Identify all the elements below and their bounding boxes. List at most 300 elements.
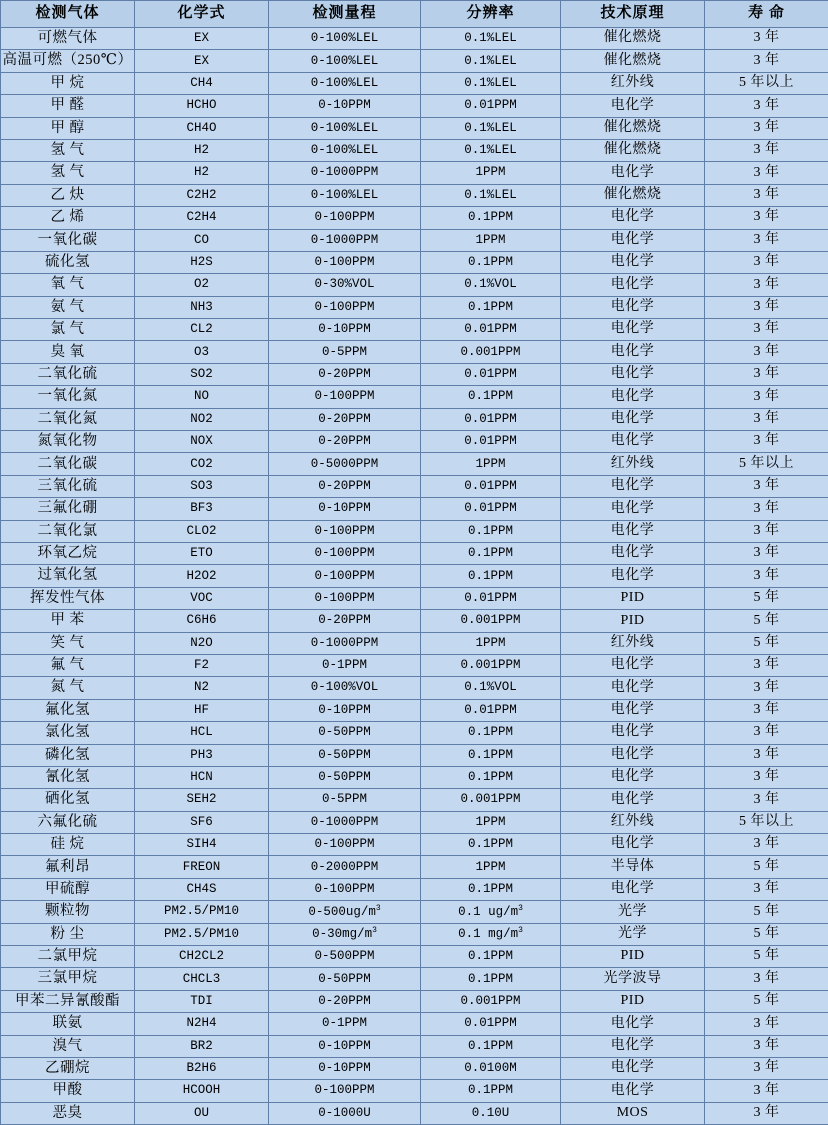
cell-tech-principle: 电化学 <box>561 498 705 520</box>
cell-resolution: 0.1%LEL <box>421 28 561 50</box>
cell-gas-name: 甲 醛 <box>1 95 135 117</box>
table-row <box>1 632 828 654</box>
cell-gas-name: 二氧化氮 <box>1 408 135 430</box>
cell-lifetime: 5 年以上 <box>705 72 828 94</box>
cell-chemical-formula: SEH2 <box>135 789 269 811</box>
cell-tech-principle: 电化学 <box>561 475 705 497</box>
cell-chemical-formula: EX <box>135 28 269 50</box>
cell-resolution: 0.001PPM <box>421 789 561 811</box>
cell-lifetime: 3 年 <box>705 565 828 587</box>
table-row <box>1 386 828 408</box>
table-row <box>1 968 828 990</box>
cell-resolution: 0.1 $ug/m^3$ <box>421 901 561 923</box>
cell-detection-range: 0-100PPM <box>269 386 421 408</box>
cell-tech-principle: MOS <box>561 1102 705 1124</box>
table-row <box>1 677 828 699</box>
cell-chemical-formula: VOC <box>135 587 269 609</box>
cell-gas-name: 氮 气 <box>1 677 135 699</box>
cell-detection-range: 0-100%LEL <box>269 50 421 72</box>
cell-resolution: 0.1PPM <box>421 968 561 990</box>
cell-detection-range: 0-100%LEL <box>269 184 421 206</box>
table-row <box>1 139 828 161</box>
cell-gas-name: 甲苯二异氰酸酯 <box>1 990 135 1012</box>
cell-resolution: 0.1PPM <box>421 542 561 564</box>
table-row <box>1 834 828 856</box>
cell-lifetime: 3 年 <box>705 207 828 229</box>
cell-lifetime: 3 年 <box>705 274 828 296</box>
cell-resolution: 0.1PPM <box>421 520 561 542</box>
cell-chemical-formula: H2 <box>135 162 269 184</box>
table-row <box>1 542 828 564</box>
table-row <box>1 654 828 676</box>
cell-tech-principle: 电化学 <box>561 386 705 408</box>
cell-resolution: 0.1 $mg/m^3$ <box>421 923 561 945</box>
cell-lifetime: 3 年 <box>705 229 828 251</box>
cell-detection-range: 0-50PPM <box>269 744 421 766</box>
cell-resolution: 0.001PPM <box>421 654 561 676</box>
table-row <box>1 1057 828 1079</box>
cell-chemical-formula: HCN <box>135 766 269 788</box>
table-row <box>1 789 828 811</box>
cell-lifetime: 3 年 <box>705 654 828 676</box>
cell-gas-name: 二氧化碳 <box>1 453 135 475</box>
cell-lifetime: 3 年 <box>705 878 828 900</box>
cell-detection-range: 0-100%LEL <box>269 72 421 94</box>
cell-detection-range: 0-100%VOL <box>269 677 421 699</box>
cell-gas-name: 粉 尘 <box>1 923 135 945</box>
cell-gas-name: 颗粒物 <box>1 901 135 923</box>
cell-tech-principle: 电化学 <box>561 341 705 363</box>
cell-detection-range: 0-100PPM <box>269 542 421 564</box>
cell-tech-principle: 电化学 <box>561 319 705 341</box>
cell-resolution: 0.01PPM <box>421 587 561 609</box>
cell-detection-range: 0-500PPM <box>269 946 421 968</box>
cell-gas-name: 二氯甲烷 <box>1 946 135 968</box>
cell-detection-range: 0-10PPM <box>269 95 421 117</box>
cell-gas-name: 乙 烯 <box>1 207 135 229</box>
cell-gas-name: 一氧化氮 <box>1 386 135 408</box>
table-row <box>1 341 828 363</box>
cell-lifetime: 3 年 <box>705 95 828 117</box>
table-header-row <box>1 1 828 28</box>
cell-chemical-formula: SO3 <box>135 475 269 497</box>
cell-tech-principle: 电化学 <box>561 207 705 229</box>
cell-gas-name: 过氧化氢 <box>1 565 135 587</box>
cell-chemical-formula: BR2 <box>135 1035 269 1057</box>
cell-detection-range: 0-5000PPM <box>269 453 421 475</box>
cell-resolution: 0.1PPM <box>421 296 561 318</box>
cell-detection-range: 0-100PPM <box>269 834 421 856</box>
table-row <box>1 95 828 117</box>
cell-chemical-formula: HCL <box>135 722 269 744</box>
cell-tech-principle: 电化学 <box>561 542 705 564</box>
cell-gas-name: 高温可燃（250℃） <box>1 50 135 72</box>
cell-chemical-formula: HCOOH <box>135 1080 269 1102</box>
cell-lifetime: 3 年 <box>705 789 828 811</box>
cell-gas-name: 甲酸 <box>1 1080 135 1102</box>
cell-lifetime: 3 年 <box>705 1035 828 1057</box>
cell-tech-principle: 催化燃烧 <box>561 139 705 161</box>
cell-detection-range: 0-100PPM <box>269 1080 421 1102</box>
table-row <box>1 229 828 251</box>
cell-gas-name: 一氧化碳 <box>1 229 135 251</box>
column-header-resolution: 分辨率 <box>421 1 561 28</box>
table-row <box>1 251 828 273</box>
cell-chemical-formula: SF6 <box>135 811 269 833</box>
cell-tech-principle: 电化学 <box>561 431 705 453</box>
cell-lifetime: 3 年 <box>705 363 828 385</box>
table-row <box>1 1102 828 1124</box>
cell-tech-principle: 电化学 <box>561 722 705 744</box>
table-row <box>1 453 828 475</box>
cell-resolution: 0.01PPM <box>421 475 561 497</box>
cell-chemical-formula: OU <box>135 1102 269 1124</box>
cell-detection-range: 0-1PPM <box>269 1013 421 1035</box>
cell-detection-range: $0-500ug/m^3$ <box>269 901 421 923</box>
cell-gas-name: 二氧化氯 <box>1 520 135 542</box>
cell-resolution: 0.1PPM <box>421 251 561 273</box>
cell-detection-range: 0-10PPM <box>269 1035 421 1057</box>
cell-chemical-formula: O3 <box>135 341 269 363</box>
cell-gas-name: 氢 气 <box>1 139 135 161</box>
cell-tech-principle: 催化燃烧 <box>561 50 705 72</box>
cell-lifetime: 3 年 <box>705 834 828 856</box>
cell-lifetime: 5 年 <box>705 587 828 609</box>
cell-detection-range: 0-1000PPM <box>269 811 421 833</box>
cell-resolution: 0.1PPM <box>421 878 561 900</box>
cell-gas-name: 恶臭 <box>1 1102 135 1124</box>
cell-tech-principle: 电化学 <box>561 834 705 856</box>
cell-chemical-formula: NOX <box>135 431 269 453</box>
cell-tech-principle: 电化学 <box>561 1080 705 1102</box>
cell-tech-principle: 催化燃烧 <box>561 28 705 50</box>
cell-chemical-formula: B2H6 <box>135 1057 269 1079</box>
table-row <box>1 117 828 139</box>
cell-resolution: 0.1PPM <box>421 744 561 766</box>
cell-gas-name: 乙 炔 <box>1 184 135 206</box>
cell-resolution: 0.1%LEL <box>421 50 561 72</box>
cell-detection-range: 0-20PPM <box>269 363 421 385</box>
table-row <box>1 520 828 542</box>
cell-tech-principle: PID <box>561 990 705 1012</box>
table-row <box>1 565 828 587</box>
cell-lifetime: 3 年 <box>705 319 828 341</box>
cell-tech-principle: 电化学 <box>561 1035 705 1057</box>
cell-detection-range: 0-50PPM <box>269 968 421 990</box>
cell-tech-principle: 半导体 <box>561 856 705 878</box>
cell-lifetime: 3 年 <box>705 341 828 363</box>
cell-detection-range: 0-1PPM <box>269 654 421 676</box>
cell-detection-range: 0-10PPM <box>269 699 421 721</box>
cell-lifetime: 3 年 <box>705 498 828 520</box>
cell-tech-principle: 电化学 <box>561 744 705 766</box>
cell-chemical-formula: H2S <box>135 251 269 273</box>
cell-tech-principle: 电化学 <box>561 95 705 117</box>
cell-lifetime: 3 年 <box>705 408 828 430</box>
table-row <box>1 274 828 296</box>
cell-tech-principle: 电化学 <box>561 1013 705 1035</box>
cell-lifetime: 3 年 <box>705 139 828 161</box>
cell-chemical-formula: BF3 <box>135 498 269 520</box>
cell-gas-name: 笑 气 <box>1 632 135 654</box>
cell-gas-name: 硫化氢 <box>1 251 135 273</box>
cell-tech-principle: PID <box>561 587 705 609</box>
cell-gas-name: 硒化氢 <box>1 789 135 811</box>
table-row <box>1 722 828 744</box>
cell-detection-range: 0-100PPM <box>269 565 421 587</box>
cell-lifetime: 3 年 <box>705 766 828 788</box>
cell-tech-principle: 电化学 <box>561 274 705 296</box>
cell-lifetime: 5 年 <box>705 923 828 945</box>
cell-lifetime: 3 年 <box>705 542 828 564</box>
cell-detection-range: 0-100PPM <box>269 878 421 900</box>
cell-lifetime: 3 年 <box>705 117 828 139</box>
cell-detection-range: 0-5PPM <box>269 789 421 811</box>
cell-gas-name: 环氧乙烷 <box>1 542 135 564</box>
table-row <box>1 363 828 385</box>
cell-chemical-formula: CO2 <box>135 453 269 475</box>
table-row <box>1 923 828 945</box>
table-row <box>1 408 828 430</box>
cell-gas-name: 氧 气 <box>1 274 135 296</box>
cell-lifetime: 3 年 <box>705 1057 828 1079</box>
cell-tech-principle: 电化学 <box>561 654 705 676</box>
cell-chemical-formula: H2O2 <box>135 565 269 587</box>
cell-resolution: 0.1PPM <box>421 386 561 408</box>
cell-tech-principle: 电化学 <box>561 565 705 587</box>
cell-resolution: 0.1PPM <box>421 946 561 968</box>
cell-lifetime: 3 年 <box>705 968 828 990</box>
cell-lifetime: 3 年 <box>705 251 828 273</box>
cell-gas-name: 挥发性气体 <box>1 587 135 609</box>
cell-tech-principle: 催化燃烧 <box>561 117 705 139</box>
cell-chemical-formula: F2 <box>135 654 269 676</box>
cell-resolution: 0.10U <box>421 1102 561 1124</box>
cell-detection-range: 0-5PPM <box>269 341 421 363</box>
cell-tech-principle: 电化学 <box>561 789 705 811</box>
cell-resolution: 0.01PPM <box>421 319 561 341</box>
table-row <box>1 28 828 50</box>
column-header-range: 检测量程 <box>269 1 421 28</box>
cell-detection-range: 0-50PPM <box>269 766 421 788</box>
cell-detection-range: 0-100%LEL <box>269 117 421 139</box>
cell-chemical-formula: CO <box>135 229 269 251</box>
cell-lifetime: 3 年 <box>705 162 828 184</box>
cell-chemical-formula: HF <box>135 699 269 721</box>
cell-resolution: 0.0100M <box>421 1057 561 1079</box>
cell-chemical-formula: N2O <box>135 632 269 654</box>
cell-tech-principle: 催化燃烧 <box>561 184 705 206</box>
cell-resolution: 0.1%VOL <box>421 274 561 296</box>
cell-gas-name: 联氨 <box>1 1013 135 1035</box>
table-row <box>1 184 828 206</box>
cell-chemical-formula: PM2.5/PM10 <box>135 901 269 923</box>
cell-resolution: 0.01PPM <box>421 498 561 520</box>
cell-lifetime: 3 年 <box>705 28 828 50</box>
cell-gas-name: 甲 醇 <box>1 117 135 139</box>
cell-chemical-formula: ETO <box>135 542 269 564</box>
cell-resolution: 0.1PPM <box>421 834 561 856</box>
cell-tech-principle: 电化学 <box>561 363 705 385</box>
cell-gas-name: 甲硫醇 <box>1 878 135 900</box>
cell-resolution: 0.1PPM <box>421 722 561 744</box>
cell-gas-name: 氟利昂 <box>1 856 135 878</box>
cell-tech-principle: 电化学 <box>561 251 705 273</box>
cell-chemical-formula: NO2 <box>135 408 269 430</box>
cell-tech-principle: 电化学 <box>561 1057 705 1079</box>
cell-tech-principle: 电化学 <box>561 766 705 788</box>
table-row <box>1 946 828 968</box>
cell-resolution: 0.01PPM <box>421 95 561 117</box>
cell-chemical-formula: PM2.5/PM10 <box>135 923 269 945</box>
cell-detection-range: 0-100PPM <box>269 587 421 609</box>
cell-resolution: 0.1PPM <box>421 565 561 587</box>
cell-chemical-formula: NH3 <box>135 296 269 318</box>
cell-tech-principle: 电化学 <box>561 162 705 184</box>
cell-resolution: 0.1%VOL <box>421 677 561 699</box>
cell-detection-range: 0-100PPM <box>269 207 421 229</box>
column-header-lifetime: 寿 命 <box>705 1 828 28</box>
cell-lifetime: 5 年 <box>705 610 828 632</box>
cell-gas-name: 氢 气 <box>1 162 135 184</box>
cell-chemical-formula: CH2CL2 <box>135 946 269 968</box>
table-row <box>1 319 828 341</box>
cell-tech-principle: 红外线 <box>561 811 705 833</box>
cell-detection-range: 0-10PPM <box>269 319 421 341</box>
table-row <box>1 699 828 721</box>
cell-gas-name: 臭 氧 <box>1 341 135 363</box>
cell-tech-principle: 光学 <box>561 901 705 923</box>
table-row <box>1 587 828 609</box>
cell-gas-name: 氨 气 <box>1 296 135 318</box>
column-header-formula: 化学式 <box>135 1 269 28</box>
cell-chemical-formula: EX <box>135 50 269 72</box>
cell-detection-range: 0-20PPM <box>269 431 421 453</box>
cell-lifetime: 5 年以上 <box>705 811 828 833</box>
cell-detection-range: 0-10PPM <box>269 1057 421 1079</box>
cell-chemical-formula: C2H2 <box>135 184 269 206</box>
cell-detection-range: 0-1000PPM <box>269 632 421 654</box>
cell-chemical-formula: H2 <box>135 139 269 161</box>
cell-tech-principle: 电化学 <box>561 408 705 430</box>
cell-chemical-formula: PH3 <box>135 744 269 766</box>
cell-detection-range: 0-20PPM <box>269 475 421 497</box>
cell-tech-principle: 电化学 <box>561 677 705 699</box>
cell-gas-name: 三氟化硼 <box>1 498 135 520</box>
table-row <box>1 610 828 632</box>
cell-chemical-formula: NO <box>135 386 269 408</box>
table-row <box>1 162 828 184</box>
cell-resolution: 0.01PPM <box>421 408 561 430</box>
cell-tech-principle: 电化学 <box>561 520 705 542</box>
cell-lifetime: 3 年 <box>705 50 828 72</box>
cell-detection-range: 0-1000PPM <box>269 162 421 184</box>
cell-resolution: 0.1%LEL <box>421 72 561 94</box>
cell-lifetime: 3 年 <box>705 475 828 497</box>
cell-gas-name: 三氧化硫 <box>1 475 135 497</box>
cell-lifetime: 3 年 <box>705 184 828 206</box>
table-row <box>1 811 828 833</box>
cell-lifetime: 5 年 <box>705 946 828 968</box>
cell-detection-range: 0-30%VOL <box>269 274 421 296</box>
cell-lifetime: 3 年 <box>705 699 828 721</box>
cell-detection-range: $0-30mg/m^3$ <box>269 923 421 945</box>
cell-lifetime: 5 年 <box>705 990 828 1012</box>
table-row <box>1 901 828 923</box>
cell-lifetime: 3 年 <box>705 431 828 453</box>
cell-detection-range: 0-100PPM <box>269 520 421 542</box>
column-header-gas: 检测气体 <box>1 1 135 28</box>
cell-lifetime: 5 年 <box>705 901 828 923</box>
cell-lifetime: 3 年 <box>705 520 828 542</box>
cell-chemical-formula: CH4 <box>135 72 269 94</box>
table-row <box>1 1013 828 1035</box>
cell-lifetime: 3 年 <box>705 677 828 699</box>
cell-tech-principle: 红外线 <box>561 72 705 94</box>
table-row <box>1 50 828 72</box>
cell-tech-principle: 红外线 <box>561 632 705 654</box>
column-header-principle: 技术原理 <box>561 1 705 28</box>
table-row <box>1 431 828 453</box>
cell-gas-name: 氟 气 <box>1 654 135 676</box>
cell-resolution: 0.1%LEL <box>421 139 561 161</box>
table-row <box>1 72 828 94</box>
cell-chemical-formula: TDI <box>135 990 269 1012</box>
cell-gas-name: 可燃气体 <box>1 28 135 50</box>
cell-chemical-formula: FREON <box>135 856 269 878</box>
cell-chemical-formula: C6H6 <box>135 610 269 632</box>
table-row <box>1 744 828 766</box>
cell-detection-range: 0-20PPM <box>269 408 421 430</box>
cell-gas-name: 六氟化硫 <box>1 811 135 833</box>
cell-resolution: 0.01PPM <box>421 699 561 721</box>
cell-chemical-formula: O2 <box>135 274 269 296</box>
cell-gas-name: 氮氧化物 <box>1 431 135 453</box>
cell-resolution: 0.1PPM <box>421 207 561 229</box>
cell-resolution: 1PPM <box>421 162 561 184</box>
cell-lifetime: 3 年 <box>705 722 828 744</box>
table-row <box>1 475 828 497</box>
table-body <box>1 28 828 1125</box>
cell-detection-range: 0-1000PPM <box>269 229 421 251</box>
cell-gas-name: 二氧化硫 <box>1 363 135 385</box>
cell-resolution: 1PPM <box>421 229 561 251</box>
cell-tech-principle: 光学 <box>561 923 705 945</box>
cell-chemical-formula: HCHO <box>135 95 269 117</box>
cell-tech-principle: 电化学 <box>561 878 705 900</box>
cell-lifetime: 3 年 <box>705 296 828 318</box>
cell-resolution: 1PPM <box>421 811 561 833</box>
table-row <box>1 990 828 1012</box>
cell-resolution: 0.1%LEL <box>421 184 561 206</box>
cell-gas-name: 硅 烷 <box>1 834 135 856</box>
cell-lifetime: 3 年 <box>705 1102 828 1124</box>
cell-lifetime: 3 年 <box>705 1013 828 1035</box>
cell-chemical-formula: SIH4 <box>135 834 269 856</box>
table-row <box>1 207 828 229</box>
cell-tech-principle: 电化学 <box>561 229 705 251</box>
cell-resolution: 0.01PPM <box>421 363 561 385</box>
cell-lifetime: 5 年 <box>705 632 828 654</box>
cell-resolution: 1PPM <box>421 632 561 654</box>
cell-gas-name: 甲 烷 <box>1 72 135 94</box>
table-row <box>1 1080 828 1102</box>
cell-resolution: 1PPM <box>421 453 561 475</box>
cell-detection-range: 0-1000U <box>269 1102 421 1124</box>
cell-resolution: 0.01PPM <box>421 431 561 453</box>
cell-detection-range: 0-20PPM <box>269 990 421 1012</box>
cell-lifetime: 5 年 <box>705 856 828 878</box>
